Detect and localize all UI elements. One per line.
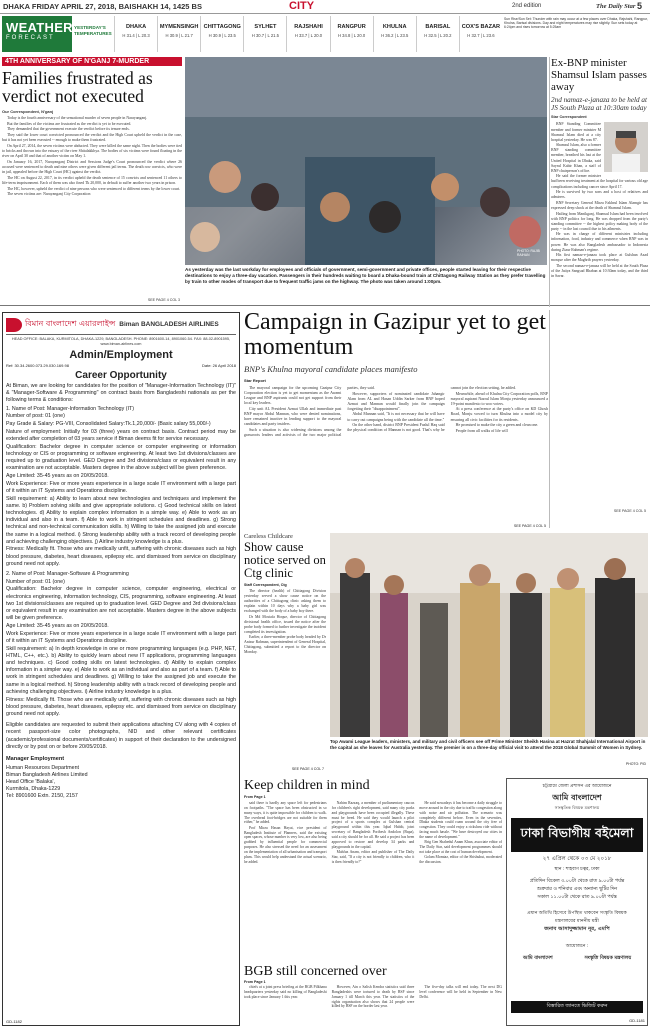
ad-code: GD-1182 (6, 1019, 22, 1024)
bookfair-venue: স্থান : শাহবাগ চত্বর, ঢাকা (554, 867, 600, 872)
application-instructions: Eligible candidates are requested to submit their applications attaching CV along with 4 copies of recent passport-size color photographs, NID and other relevant certificates (academic/professional documents/certificates) in support of their declaration to the undersigned directly or by post on or before 20/05/2018. (6, 722, 236, 750)
paragraph: They demanded that the government execute the verdict before its tenure ends. (7, 127, 130, 132)
continued-note: SEE PAGE 4 COL 3 (147, 298, 180, 302)
paragraph: The HC on August 22, 2017, in its verdict upheld the death sentence of 15 convicts and sentenced 11 others to life-term imprisonment. Each of them was also fined Tk 20,000, in default to suffer another two years in prison. (2, 175, 182, 185)
train-station-photo (185, 57, 547, 295)
headline: Families frustrated as verdict not executed (2, 68, 153, 106)
paragraph: He said the former minister had been receiving treatment at the hospital for various old age complications including cancer since April 17. (551, 174, 648, 189)
bookfair-footer: বিস্তারিত জানতে ভিজিট করুন (511, 1001, 643, 1013)
byline: Star Correspondent (551, 115, 587, 120)
paragraph: The director (health) of Chittagong Division yesterday served a show cause notice on the authorities of a Chittagong clinic asking them to explain within 10 days why a baby girl was exchanged with the body of a baby boy there. (244, 589, 326, 613)
paragraph: Human Resources Department (6, 764, 80, 771)
portrait-graphic (604, 122, 648, 172)
paragraph: Head Office 'Balaka', (6, 778, 56, 785)
paragraph: The mayoral campaign for the upcoming Gazipur City Corporation election is yet to get momentum as the Awami League and BNP aspirants could not get support from their local key leaders. (244, 385, 342, 406)
crowd-photo-graphic (185, 57, 547, 265)
subheadline: 2nd namaz-e-janaza to be held at JS South Plaza at 10:30am today (551, 96, 648, 113)
story-shamsul-islam (551, 57, 648, 513)
photo-image (185, 57, 547, 265)
city-temperature (157, 16, 200, 52)
story-kicker: 4TH ANNIVERSARY OF N'GANJ 7-MURDER (2, 57, 182, 66)
paragraph: He is survived by two sons and a host of relatives and admirers. (551, 190, 648, 200)
paragraph: They said the lower court convicted pronounced the verdict and the High Court upheld the verdict in the case, but it has not yet been executed -- enough to make them frustrated. (2, 132, 182, 143)
bookfair-hours-1: প্রতিদিন বিকেল ৩.০০টা থেকে রাত ৯.০০টা পর্যন্ত (529, 879, 625, 884)
post2-details (6, 571, 236, 718)
story-ctg-clinic (244, 533, 326, 771)
paragraph: BNP Secretary General Mirza Fakhrul Islam Alamgir has expressed deep shock at the death of Shamsul Islam. (551, 200, 648, 210)
city-name: RANGPUR (337, 24, 366, 30)
story-bgb-concerned (244, 964, 502, 1026)
paragraph: said there is hardly any space left for pedestrians on footpaths. "The space has been obstructed in so many ways, it is quite impossible for children to walk. The overhead foot-bridges are not suitable for them either," he added. (244, 801, 327, 825)
paragraph: Tel: 8901600 Extn. 2150, 2157 (6, 792, 78, 799)
post1-details (6, 406, 236, 568)
city-temperature (459, 16, 502, 52)
city-name: DHAKA (125, 24, 147, 30)
ad-title: Admin/Employment (69, 349, 173, 361)
city-temp-values: H 36.2 | L 23.5 (381, 33, 409, 38)
photo-image (330, 533, 648, 737)
bookfair-chief-guest-2: মন্ত্রণালয়ের মাননীয় মন্ত্রী (555, 919, 599, 924)
office-address: HEAD OFFICE: BALAKA, KURMITOLA, DHAKA-1229, BANGLADESH. PHONE: 8901600-14, 8901060-54. FAX: 88-02-8901595, www.biman-airlines.com (11, 337, 231, 346)
issue-date: DHAKA FRIDAY APRIL 27, 2018, BAISHAKH 14, 1425 BS (3, 2, 202, 11)
city-temperature (373, 16, 416, 52)
page-number: 5 (637, 1, 643, 11)
paragraph: The second namaz-e-janaza will be held at the South Plaza of the Jatiya Sangsad Bhaban at 10:30am today, and the third in Savar. (551, 263, 648, 279)
byline: Our Correspondent, N'ganj (2, 109, 54, 114)
paragraph: But the families of the victims are frustrated as the verdict is yet to be executed. (7, 121, 132, 126)
article-body (2, 116, 182, 197)
newspaper-name: The Daily Star (596, 3, 636, 10)
weather-title: WEATHER (6, 20, 73, 35)
paragraph: The HC, however, upheld the verdict of nine persons who were sentenced to different terms by the lower court. (7, 186, 181, 191)
paragraph: chiefs at a joint press briefing at the BGB Pilkhana headquarters yesterday said no killing of Bangladeshi took place since January 1 this year. (244, 985, 327, 999)
city-temp-values: H 30.9 | L 21.7 (165, 33, 193, 38)
logo-english: Biman BANGLADESH AIRLINES (119, 321, 219, 328)
paragraph: He promised to make the city a green and clean one. (455, 422, 539, 428)
story-gazipur-campaign (244, 310, 548, 528)
ad-heading: Career Opportunity (75, 370, 167, 381)
bookfair-org-sub: সাংস্কৃতিক বিষয়ক মন্ত্রণালয় (554, 805, 600, 810)
paragraph: On the other hand, district BNP President Fazlul Haq said the physical condition of Mannan is not good. That's why he cannot join the election setting, he added. (347, 385, 517, 433)
headline: BGB still concerned over (244, 964, 387, 979)
paragraph: Earlier, a three-member probe body headed by Dr Anisur Rahman, superintendent of General Hospital, Chittagong, submitted a report to the director on Monday. (244, 635, 326, 654)
paragraph: Kurmitola, Dhaka-1229 (6, 785, 61, 792)
paragraph: Shamsul Islam, also a former BNP standing committee member, breathed his last at the United Hospital in Dhaka, said Sayrul Kabir Khan, a staff of BNP chairperson's office. (551, 143, 601, 173)
ad-date: Date: 26 April 2018 (201, 363, 236, 368)
paragraph: Number of post: 01 (one) (6, 413, 65, 420)
continued-note: SEE PAGE 4 COL 5 (613, 509, 646, 513)
bookfair-guest-name: জনাব আসাদুজ্জামান নূর, এমপি (544, 926, 610, 932)
city-name: MYMENSINGH (159, 24, 199, 30)
bookfair-top-line: চট্টগ্রামে জেলা প্রশাসন এর আয়োজনে (542, 784, 612, 789)
horizontal-divider (0, 305, 650, 306)
city-name: COX'S BAZAR (461, 24, 501, 30)
city-name: BARISAL (425, 24, 451, 30)
book-fair-advertisement (506, 778, 648, 1026)
photo-caption: As yesterday was the last workday for employees and officials of government, semi-government and private offices, people started leaving for their respective destinations to enjoy a three-day vacation. Passengers in their hundreds waiting to board a Dhaka-bound train at Chittagong Railway Station as they prefer travelling by train to other modes of transport due to frequent traffic jams on the highway. The photo was taken around 1:00pm. (185, 267, 546, 284)
bookfair-chief-guest-1: প্রধান অতিথি হিসেবে উপস্থিত থাকবেন সংস্কৃতি বিষয়ক (527, 911, 627, 916)
city-temp-values: H 31.4 | L 20.3 (122, 33, 150, 38)
paragraph: Biman Bangladesh Airlines Limited (6, 771, 88, 778)
weather-strip (2, 16, 648, 52)
bookfair-title: ঢাকা বিভাগীয় বইমেলা (511, 818, 643, 852)
paragraph: He said nowadays it has become a daily struggle to move around in the city due to traffic congestion along with noise and air pollution. The scenario was completely different before. Even in the seventies, Dhaka students could roam around the city free of congestion. They could enjoy a rickshaw ride without facing much hassle. "We have destroyed our cities in the name of development." (419, 801, 502, 839)
city-temperature (243, 16, 286, 52)
paragraph: However, supporters of nominated candidate Jahangir Alam from AL and Hasan Uddin Sarker from BNP hoped Azmat and Mannan would finally join the campaign forgetting their "disappointment". (347, 390, 445, 411)
edition-label: 2nd edition (512, 3, 542, 9)
byline: From Page 1 (244, 795, 266, 799)
city-temp-values: H 33.7 | L 20.0 (294, 33, 323, 38)
paragraph: Pay Grade & Salary: PG-VIII, Consolidated Salary:Tk.1,20,000/- (Basic salary 55,000/-) (6, 421, 211, 428)
city-temperature (330, 16, 373, 52)
paragraph: Age Limited: 35-45 years as on 20/05/2018. (6, 623, 109, 629)
airport-photo-graphic (330, 533, 648, 737)
headline: Campaign in Gazipur yet to get momentum (244, 310, 546, 360)
weather-note: Sun Rise/Sun Set: Thunder with rain may occur at a few places over Dhaka, Rajshahi, Rangpur, Khulna, Barisal divisions. Day and night temperatures may rise slightly. Sun sets today at 6:24pm and rises tomorrow at 5:25am (504, 17, 648, 30)
paragraph: Such a situation is also widening divisions among the grassroots leaders and activists of the two major political parties, they said. (244, 385, 375, 437)
paragraph: Skill requirement: a) Ability to learn about new technologies and techniques and implement the same. b) Problem solving skills and give appropriate solutions. c) Good technical skills on latest technologies. d) Ability to explain complex information in a simple way. e) Able to work as an individual and also in a team. f) Able to work in stringent schedules and deadlines. g) Strong technical and non-technical communication skills. h) Willing to take the assigned job and execute the same in a logical method. i) Strong leadership ability with a track record of developing people and achieving challenging objectives. j) Airline industry knowledge is a plus. (6, 495, 236, 545)
paragraph: Fitness: Medically fit. Those who are medically unfit, suffering with chronic diseases such as high blood pressure, diabetes, heart diseases, epilepsy etc. and dismissed from service on disciplinary ground need not apply. (6, 546, 236, 567)
photo-credit: PHOTO: PID (625, 762, 646, 766)
city-temp-values: H 30.9 | L 23.5 (208, 33, 236, 38)
paragraph: Hailing from Manikganj, Shamsul Islam had been involved with BNP politics for long. He was dropped from the party's standing committee -- the highest policy making body of the party -- in the last council due to his ailments. (551, 211, 648, 231)
paragraph: Today is the fourth anniversary of the sensational murder of seven people in Narayanganj. (7, 116, 148, 120)
city-temperature (200, 16, 243, 52)
subheadline: BNP's Khulna mayoral candidate places manifesto (244, 364, 418, 374)
headline: Ex-BNP minister Shamsul Islam passes away (551, 57, 647, 93)
byline: Star Report (244, 378, 266, 383)
portrait-photo (604, 122, 648, 172)
bookfair-hours-2: শুক্রবার ও শনিবার এবং অন্যান্য ছুটির দিন (536, 887, 618, 892)
paragraph: Qualification: Bachelor degree in computer science or computer engineering or information technology or CIS or programming or software engineering. At least two 1st divisions/classes are required up to graduation level. GED Degree and 3rd divisions/class or equivalent result in any examination are not acceptable. Masters degree in the above subject will be given preference. (6, 443, 236, 472)
weather-subtitle: FORECAST (6, 35, 55, 41)
paragraph: Skill requirement: a) In depth knowledge in one or more programming languages (e.g. PHP, NET, HTML, C++, etc.). b) Ability to quickly learn about new IT applications, programming languages and techniques. c) Good coding skills on latest technologies. d) Ability to explain complex information in a simpler way. e) Able to work as an individual and also as part of a team. f) Able to work in stringent schedules and deadlines. g) Willing to take the assigned job and execute the same in a logical method. h) Strong leadership ability with a track record of developing people and achieving challenging objectives. i) Airline industry knowledge is a plus. (6, 645, 236, 695)
paragraph: Golam Momtaz, editor of the Shishuhut, moderated the discussion. (419, 855, 502, 865)
paragraph: At a press conference at the party's office on KD Ghosh Road, Monju vowed to turn Khulna into a model city by ensuring all civic facilities for its residents. (450, 406, 548, 422)
city-temperature (416, 16, 459, 52)
paragraph: He was in charge of different ministries including information, food, industry and commerce when BNP was in power. He was also Bangladesh ambassador to Indonesia during Ziaur Rahman's regime. (551, 232, 648, 252)
paragraph: The five-day talks will end today. The next DG level conference will be held in September in New Delhi. (419, 985, 502, 999)
paragraph: Dr Md Mostafa Hoque, director of Chittagong divisional health office, issued the notice after the probe body formed to further investigate the incident completed its investigation. (244, 614, 326, 634)
byline: Staff Correspondent, Ctg (244, 583, 287, 587)
paragraph: The seven victims are: Narayanganj City Corporation (7, 192, 91, 197)
logo-bangla: বিমান বাংলাদেশ এয়ারলাইন্স (25, 319, 116, 328)
reference-number: Ref: 30.34.2600.073.29.030.169.98 (6, 363, 69, 368)
temperatures-label: YESTERDAY'S TEMPERATURES (74, 25, 112, 36)
paragraph: Prof Mirza Hasan Hayat, vice president of Bangladesh Institute of Planners, said the existing open spaces, whose number is very low, are also being grabbed by influential people for commercial purposes. He also stressed the need for an assessment on the implementation of all urbanisation and transport plans. This would help understand the actual scenario, he added. (244, 825, 327, 864)
paragraph: Nature of employment: Initially for 03 (three) years on contract basis. Contract period may be extended after completion of 03 years service if Biman deems fit for service necessary. (6, 428, 236, 442)
city-temp-values: H 32.5 | L 20.2 (424, 33, 452, 38)
paragraph: Fitness: Medically fit. Those who are medically unfit, suffering with chronic diseases such as high blood pressure, diabetes, heart diseases, epilepsy etc. and dismissed from service on disciplinary ground need not apply. (6, 696, 236, 717)
continued-note: SEE PAGE 4 COL 5 (513, 524, 546, 528)
paragraph: Work Experience: Five or more years experience in a large scale IT environment with a large part of it within an IT Systems and Operations discipline. (6, 630, 236, 644)
signer-address (6, 765, 236, 800)
city-name: RAJSHAHI (294, 24, 323, 30)
paragraph: Meanwhile, ahead of Khulna City Corporation polls, BNP mayoral aspirant Nazrul Islam Monju yesterday announced a 19-point manifesto to woo voters. (450, 390, 548, 406)
paragraph: Number of post: 01 (one) (6, 578, 65, 585)
article-body (244, 589, 326, 655)
photo-credit: PHOTO: RAJIB RAIHAN (517, 249, 540, 257)
city-temperature (114, 16, 157, 52)
photo-caption: Top Awami League leaders, ministers, and military and civil officers see off Prime Minister Sheikh Hasina at Hazrat Shahjalal International Airport in the capital as she leaves for Australia yesterday. The premier is on a three-day official visit to attend the 2018 Global Summit of Women in Sydney. (330, 739, 646, 750)
article-body (244, 801, 502, 959)
story-keep-children (244, 778, 502, 961)
city-temp-values: H 32.7 | L 23.6 (467, 33, 495, 38)
paragraph: People from all walks of life will (455, 427, 508, 433)
paragraph: Work Experience: Five or more years experience in a large scale IT environment with a large part of it within an IT Systems and Operations discipline. (6, 480, 236, 494)
sponsor-1: আমি বাংলাদেশ (522, 956, 553, 961)
paragraph: 2. Name of Post: Manager-Software & Programming (6, 571, 129, 578)
paragraph: Mahfuz Anam, editor and publisher of The Daily Star, said, "If a city is not friendly to children, who it is then friendly to?" (331, 849, 415, 864)
biman-job-advertisement (2, 312, 240, 1026)
city-temp-values: H 34.8 | L 20.0 (337, 33, 366, 38)
signer-title: Manager Employment (6, 755, 65, 762)
paragraph: On April 27, 2014, the seven victims were abducted. They were killed the same night. Then the bodies were tied to bricks and thrown into the estuary of the river Shitalakkhya. The bodies of six victims were found floating in the river on April 30 and that of another victim on May 1. (2, 143, 182, 159)
ad-intro: At Biman, we are looking for candidates for the position of "Manager-Information Technology (IT)" & "Manager-Software & Programming" on contract basis from Bangladeshi nationals as per the following terms & conditions: (6, 383, 236, 404)
weather-logo (2, 16, 72, 52)
city-temperature (286, 16, 329, 52)
paragraph: City unit AL President Azmat Ullah and immediate past BNP mayor Abdul Mannan, who were denied nominations, have remained inactive in lending support to the mayoral candidates and party insiders. (244, 405, 342, 427)
paragraph: BNP Standing Committee member and former minister M Shamsul Islam died at a city hospital yesterday. He was 87. (551, 122, 601, 142)
bookfair-dates: ২৭ এপ্রিল থেকে ০৩ মে ২০১৮ (542, 856, 612, 862)
paragraph: His first namaz-e-janaza took place at Gulshan Azad mosque after the Maghrib prayers yesterday. (551, 253, 648, 263)
vertical-divider (549, 57, 550, 307)
biman-logo-icon (6, 318, 22, 332)
ad-logo-bar (6, 315, 236, 335)
city-name: KHULNA (382, 24, 407, 30)
bookfair-hours-3: সকাল ১১.০০টা থেকে রাত ৯.০০টা পর্যন্ত (537, 895, 617, 900)
paragraph: However, Ain o Salish Kendra statistics said three Bangladeshis were tortured to death by BSF since January 1 till March this year. The statistics of the rights organisation also shows that 24 people were killed by BSF on the border last year. (331, 985, 415, 1009)
bookfair-code: GD-1181 (629, 1018, 645, 1023)
paragraph: Qualification: Bachelor degree in computer science, computer engineering, electrical or electronics engineering, information technology, CIS, programming, software engineering. At least two 1st divisions/classes are required up to graduation level. GED Degree and 3rd divisions/class or equivalent result in any examination are not acceptable. Masters degree in the above subjects will be given preference. (6, 586, 236, 622)
city-temperature-list (114, 16, 502, 52)
paragraph: On January 16, 2017, Narayanganj District and Sessions Judge's Court pronounced the verdict where 26 accused were sentenced to death and nine others were given different jail terms. The death row convicts, who were in jail, appealed before the High Court (HC) against the verdict. (2, 159, 182, 175)
headline: Keep children in mind (244, 778, 370, 793)
bookfair-org: আমি বাংলাদেশ (552, 793, 602, 802)
bookfair-organizer-label: আয়োজনে : (565, 944, 589, 949)
paragraph: Abdul Mannan said, "It is not necessary that he will have to carry out campaigns being with the candidate all the time." (347, 411, 445, 422)
headline: Show cause notice served on Ctg clinic (244, 540, 326, 580)
city-name: CHITTAGONG (203, 24, 241, 30)
continued-note: SEE PAGE 4 COL 7 (291, 767, 324, 771)
byline: From Page 1 (244, 980, 266, 984)
pm-airport-photo (330, 533, 648, 771)
paragraph: Nahim Razzaq, a member of parliamentary caucus for children's right development, said many city parks and playgrounds have been occupied illegally. These must be freed. He said they would launch a pilot project of a sports complex at Gulshan central playground within this year. Iqbal Habib, joint secretary of Bangladesh Poribesh Andolon (Bapa), said a city should be for all. He said a project has been approved to restore and develop 34 parks and playgrounds in the capital. (331, 801, 415, 849)
sponsor-2: সংস্কৃতি বিষয়ক মন্ত্রণালয় (584, 956, 632, 961)
paragraph: Age Limited: 35-45 years as on 20/05/2018. (6, 472, 109, 479)
paragraph: Brig Gen Shahedul Anam Khan, associate editor of The Daily Star, said development programmes should not take place at the cost of human development. (419, 840, 502, 854)
story-murder-anniversary (2, 57, 182, 302)
city-name: SYLHET (254, 24, 277, 30)
vertical-divider (549, 310, 550, 528)
story-kicker: Careless Childcare (244, 533, 293, 540)
section-name: CITY (289, 0, 315, 12)
city-temp-values: H 30.7 | L 21.5 (251, 33, 279, 38)
paragraph: 1. Name of Post: Manager-Information Technology (IT) (6, 405, 134, 412)
article-body (244, 385, 548, 523)
masthead (0, 0, 650, 14)
article-body (244, 985, 502, 1026)
